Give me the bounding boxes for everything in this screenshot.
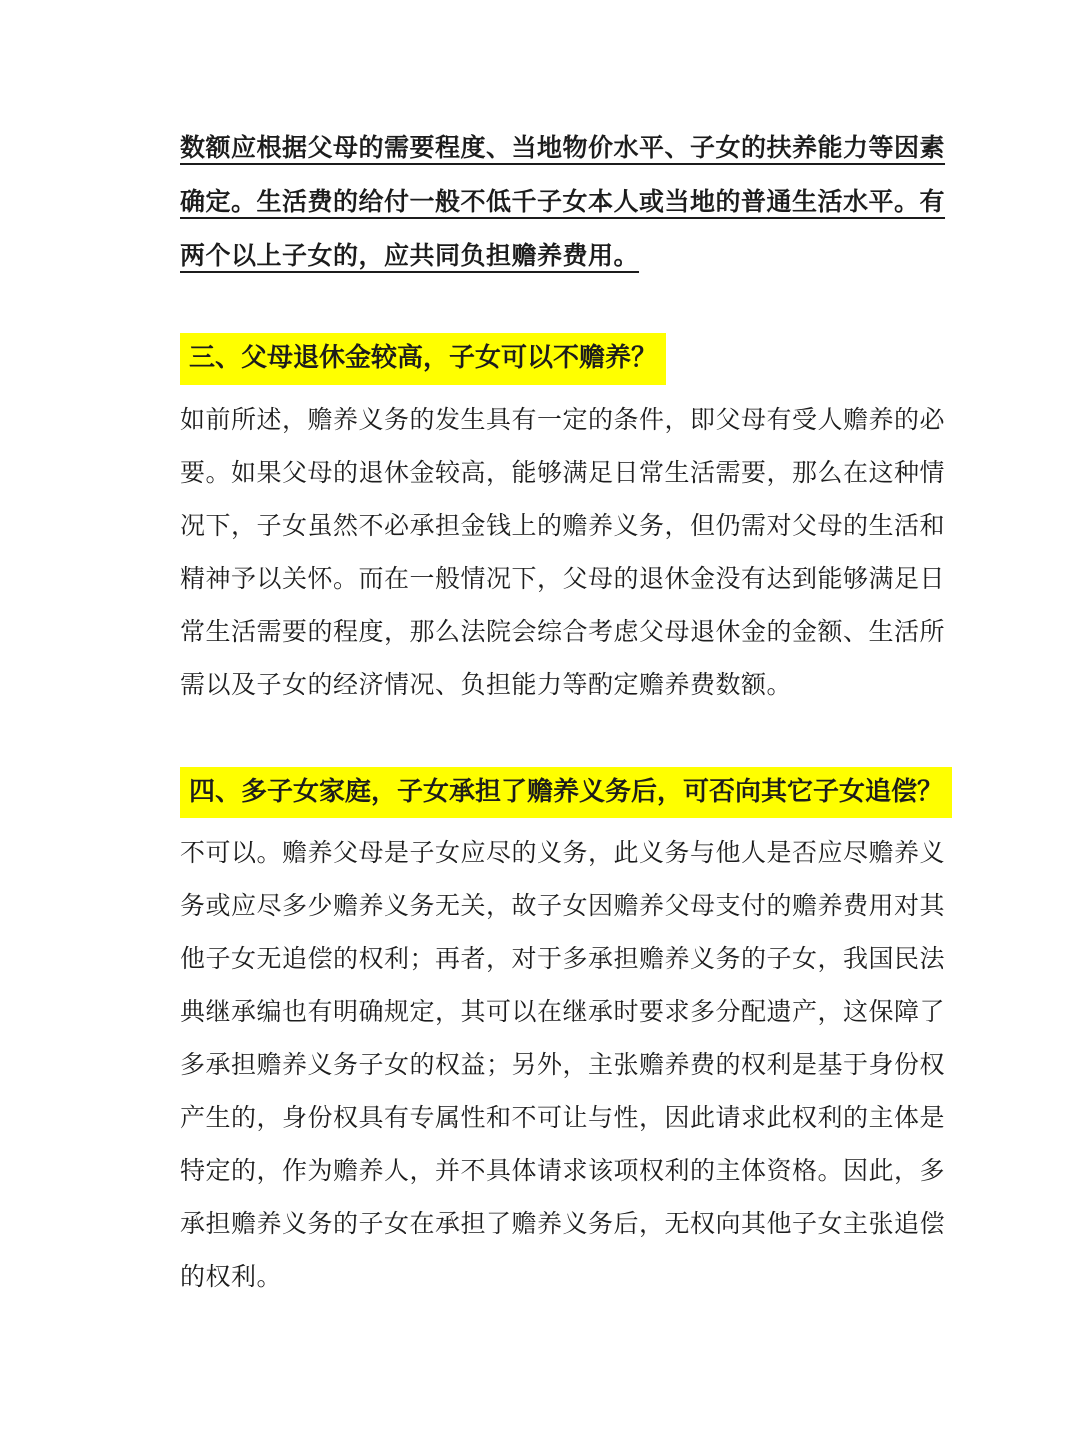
body-line: 多承担赡养义务子女的权益；另外，主张赡养费的权利是基于身份权 xyxy=(180,1052,946,1080)
body-line: 承担赡养义务的子女在承担了赡养义务后，无权向其他子女主张追偿 xyxy=(180,1211,946,1239)
intro-line: 两个以上子女的，应共同负担赡养费用。 xyxy=(180,243,640,270)
body-line: 如前所述，赡养义务的发生具有一定的条件，即父母有受人赡养的必 xyxy=(180,406,946,434)
section-3-heading-row xyxy=(180,333,930,385)
intro-line: 确定。生活费的给付一般不低千子女本人或当地的普通生活水平。有 xyxy=(180,189,946,216)
section-4-heading: 四、多子女家庭，子女承担了赡养义务后，可否向其它子女追偿？ xyxy=(180,767,952,819)
section-4-body xyxy=(180,827,946,1304)
intro-paragraph xyxy=(180,122,946,284)
body-line: 务或应尽多少赡养义务无关，故子女因赡养父母支付的赡养费用对其 xyxy=(180,893,946,921)
body-line: 不可以。赡养父母是子女应尽的义务，此义务与他人是否应尽赡养义 xyxy=(180,840,946,868)
body-line: 需以及子女的经济情况、负担能力等酌定赡养费数额。 xyxy=(180,671,793,699)
section-3-heading: 三、父母退休金较高，子女可以不赡养？ xyxy=(180,333,666,385)
body-line: 要。如果父母的退休金较高，能够满足日常生活需要，那么在这种情 xyxy=(180,459,946,487)
body-line: 他子女无追偿的权利；再者，对于多承担赡养义务的子女，我国民法 xyxy=(180,946,946,974)
body-line: 典继承编也有明确规定，其可以在继承时要求多分配遗产，这保障了 xyxy=(180,999,946,1027)
body-line: 特定的，作为赡养人，并不具体请求该项权利的主体资格。因此，多 xyxy=(180,1158,946,1186)
body-line: 况下，子女虽然不必承担金钱上的赡养义务，但仍需对父母的生活和 xyxy=(180,512,946,540)
body-line: 的权利。 xyxy=(180,1264,283,1292)
body-line: 精神予以关怀。而在一般情况下，父母的退休金没有达到能够满足日 xyxy=(180,565,946,593)
body-line: 常生活需要的程度，那么法院会综合考虑父母退休金的金额、生活所 xyxy=(180,618,946,646)
section-3-body xyxy=(180,394,946,712)
section-4-heading-row xyxy=(180,767,944,819)
body-line: 产生的，身份权具有专属性和不可让与性，因此请求此权利的主体是 xyxy=(180,1105,946,1133)
intro-line: 数额应根据父母的需要程度、当地物价水平、子女的扶养能力等因素 xyxy=(180,135,946,162)
